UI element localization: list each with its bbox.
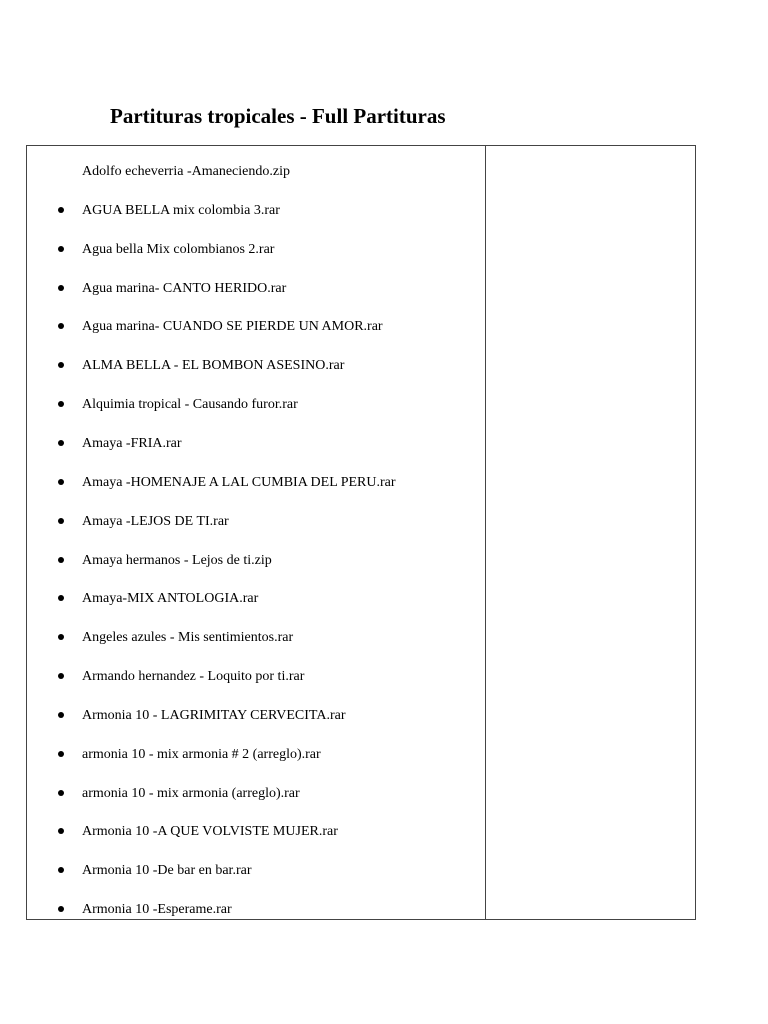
bullet-icon <box>58 634 64 640</box>
file-list-item <box>27 783 485 805</box>
bullet-icon <box>58 595 64 601</box>
file-name: Armonia 10 -A QUE VOLVISTE MUJER.rar <box>82 824 338 840</box>
file-list-item <box>27 550 485 572</box>
file-list-item <box>27 744 485 766</box>
file-name: Amaya hermanos - Lejos de ti.zip <box>82 552 272 568</box>
file-list-item <box>27 200 485 222</box>
file-list-item <box>27 666 485 688</box>
bullet-icon <box>58 246 64 252</box>
bullet-icon <box>58 323 64 329</box>
file-name: Armonia 10 - LAGRIMITAY CERVECITA.rar <box>82 707 346 723</box>
file-name: Amaya -HOMENAJE A LAL CUMBIA DEL PERU.rar <box>82 474 396 490</box>
page-title: Partituras tropicales - Full Partituras <box>110 104 446 128</box>
file-name: armonia 10 - mix armonia # 2 (arreglo).rar <box>82 746 321 762</box>
bullet-icon <box>58 712 64 718</box>
file-name: Alquimia tropical - Causando furor.rar <box>82 397 298 413</box>
bullet-icon <box>58 557 64 563</box>
file-list-item <box>27 278 485 300</box>
file-list-item <box>27 316 485 338</box>
file-list-item <box>27 588 485 610</box>
file-name: Angeles azules - Mis sentimientos.rar <box>82 630 294 646</box>
bullet-icon <box>58 828 64 834</box>
file-name: AGUA BELLA mix colombia 3.rar <box>82 202 280 218</box>
file-list-item <box>27 860 485 882</box>
file-list-item <box>27 705 485 727</box>
bullet-icon <box>58 518 64 524</box>
table-column-divider <box>485 146 486 919</box>
bullet-icon <box>58 440 64 446</box>
file-list-item <box>27 627 485 649</box>
file-list-item <box>27 472 485 494</box>
bullet-icon <box>58 867 64 873</box>
file-list-item <box>27 355 485 377</box>
file-name: armonia 10 - mix armonia (arreglo).rar <box>82 785 300 801</box>
file-list-item <box>27 511 485 533</box>
file-list-item <box>27 161 485 183</box>
bullet-icon <box>58 401 64 407</box>
file-name: Agua marina- CANTO HERIDO.rar <box>82 280 287 296</box>
file-list-item <box>27 239 485 261</box>
file-name: Armando hernandez - Loquito por ti.rar <box>82 669 305 685</box>
file-name: Armonia 10 -Esperame.rar <box>82 902 232 918</box>
file-name: Adolfo echeverria -Amaneciendo.zip <box>82 164 290 179</box>
file-list-item <box>27 821 485 843</box>
file-name: Agua bella Mix colombianos 2.rar <box>82 241 275 257</box>
bullet-icon <box>58 285 64 291</box>
file-name: Amaya -LEJOS DE TI.rar <box>82 513 229 529</box>
file-name: ALMA BELLA - EL BOMBON ASESINO.rar <box>82 358 345 374</box>
bullet-icon <box>58 906 64 912</box>
file-name: Amaya -FRIA.rar <box>82 435 182 451</box>
bullet-icon <box>58 673 64 679</box>
file-list-item <box>27 899 485 921</box>
file-name: Agua marina- CUANDO SE PIERDE UN AMOR.rar <box>82 319 383 335</box>
bullet-icon <box>58 207 64 213</box>
file-list-item <box>27 394 485 416</box>
file-table <box>26 145 696 920</box>
file-list-item <box>27 433 485 455</box>
bullet-icon <box>58 790 64 796</box>
bullet-icon <box>58 362 64 368</box>
bullet-icon <box>58 479 64 485</box>
file-name: Amaya-MIX ANTOLOGIA.rar <box>82 591 259 607</box>
bullet-icon <box>58 751 64 757</box>
file-name: Armonia 10 -De bar en bar.rar <box>82 863 252 879</box>
